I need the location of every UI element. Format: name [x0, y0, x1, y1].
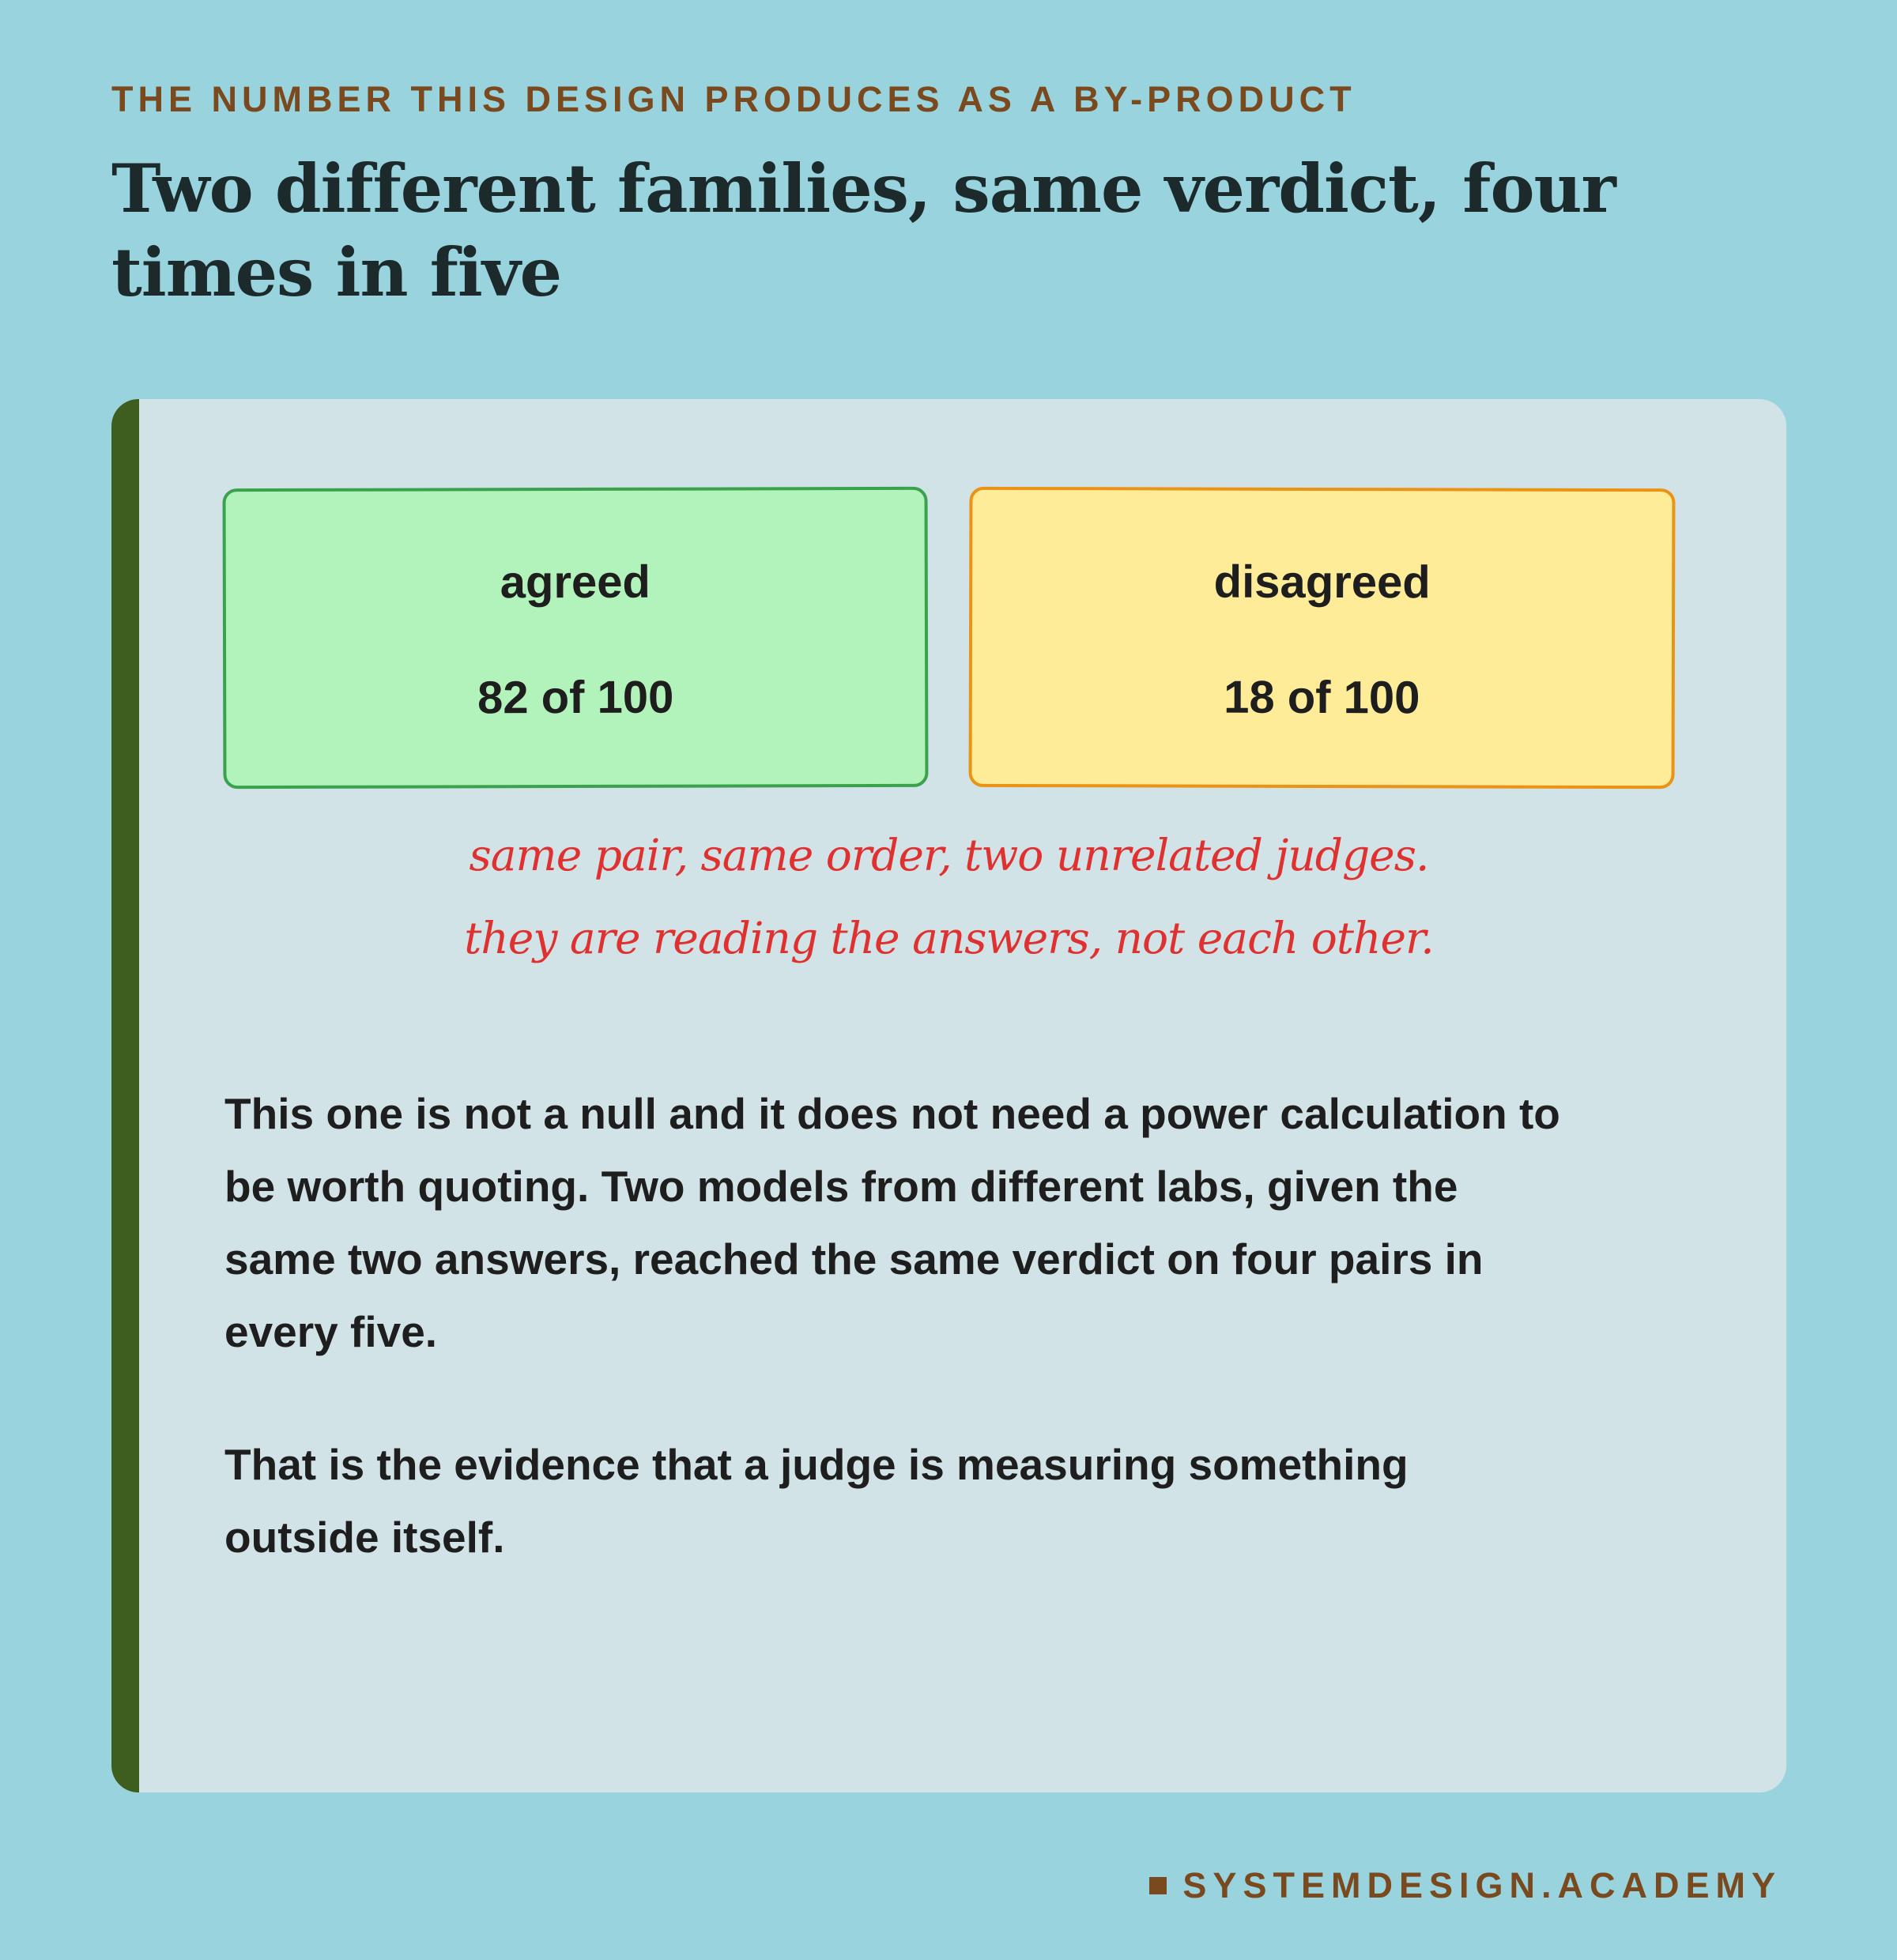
eyebrow-label: THE NUMBER THIS DESIGN PRODUCES AS A BY-PRODUCT	[111, 79, 1356, 119]
agreed-stat-box	[223, 487, 929, 789]
page-title: Two different families, same verdict, four times in five	[111, 149, 1616, 311]
disagreed-stat-box	[969, 487, 1676, 789]
brand-text: SYSTEMDESIGN.ACADEMY	[1182, 1865, 1782, 1905]
agreed-label: agreed	[500, 556, 651, 609]
content-card	[111, 399, 1786, 1792]
agreed-value: 82 of 100	[477, 671, 674, 724]
disagreed-value: 18 of 100	[1224, 671, 1420, 724]
annotation-line-2: they are reading the answers, not each other.	[464, 913, 1434, 963]
disagreed-label: disagreed	[1213, 556, 1431, 609]
footer-brand	[1149, 1865, 1782, 1906]
brand-square-icon	[1149, 1877, 1167, 1894]
card-accent-bar	[111, 399, 139, 1792]
annotation-line-1: same pair, same order, two unrelated judges.	[469, 830, 1429, 880]
body-paragraph-2: That is the evidence that a judge is measuring something outside itself.	[224, 1440, 1409, 1562]
body-paragraph-1: This one is not a null and it does not need a power calculation to be worth quoting. Two models from different labs, given the same two answers, reached the same verdict on four pairs in every five.	[224, 1089, 1560, 1356]
